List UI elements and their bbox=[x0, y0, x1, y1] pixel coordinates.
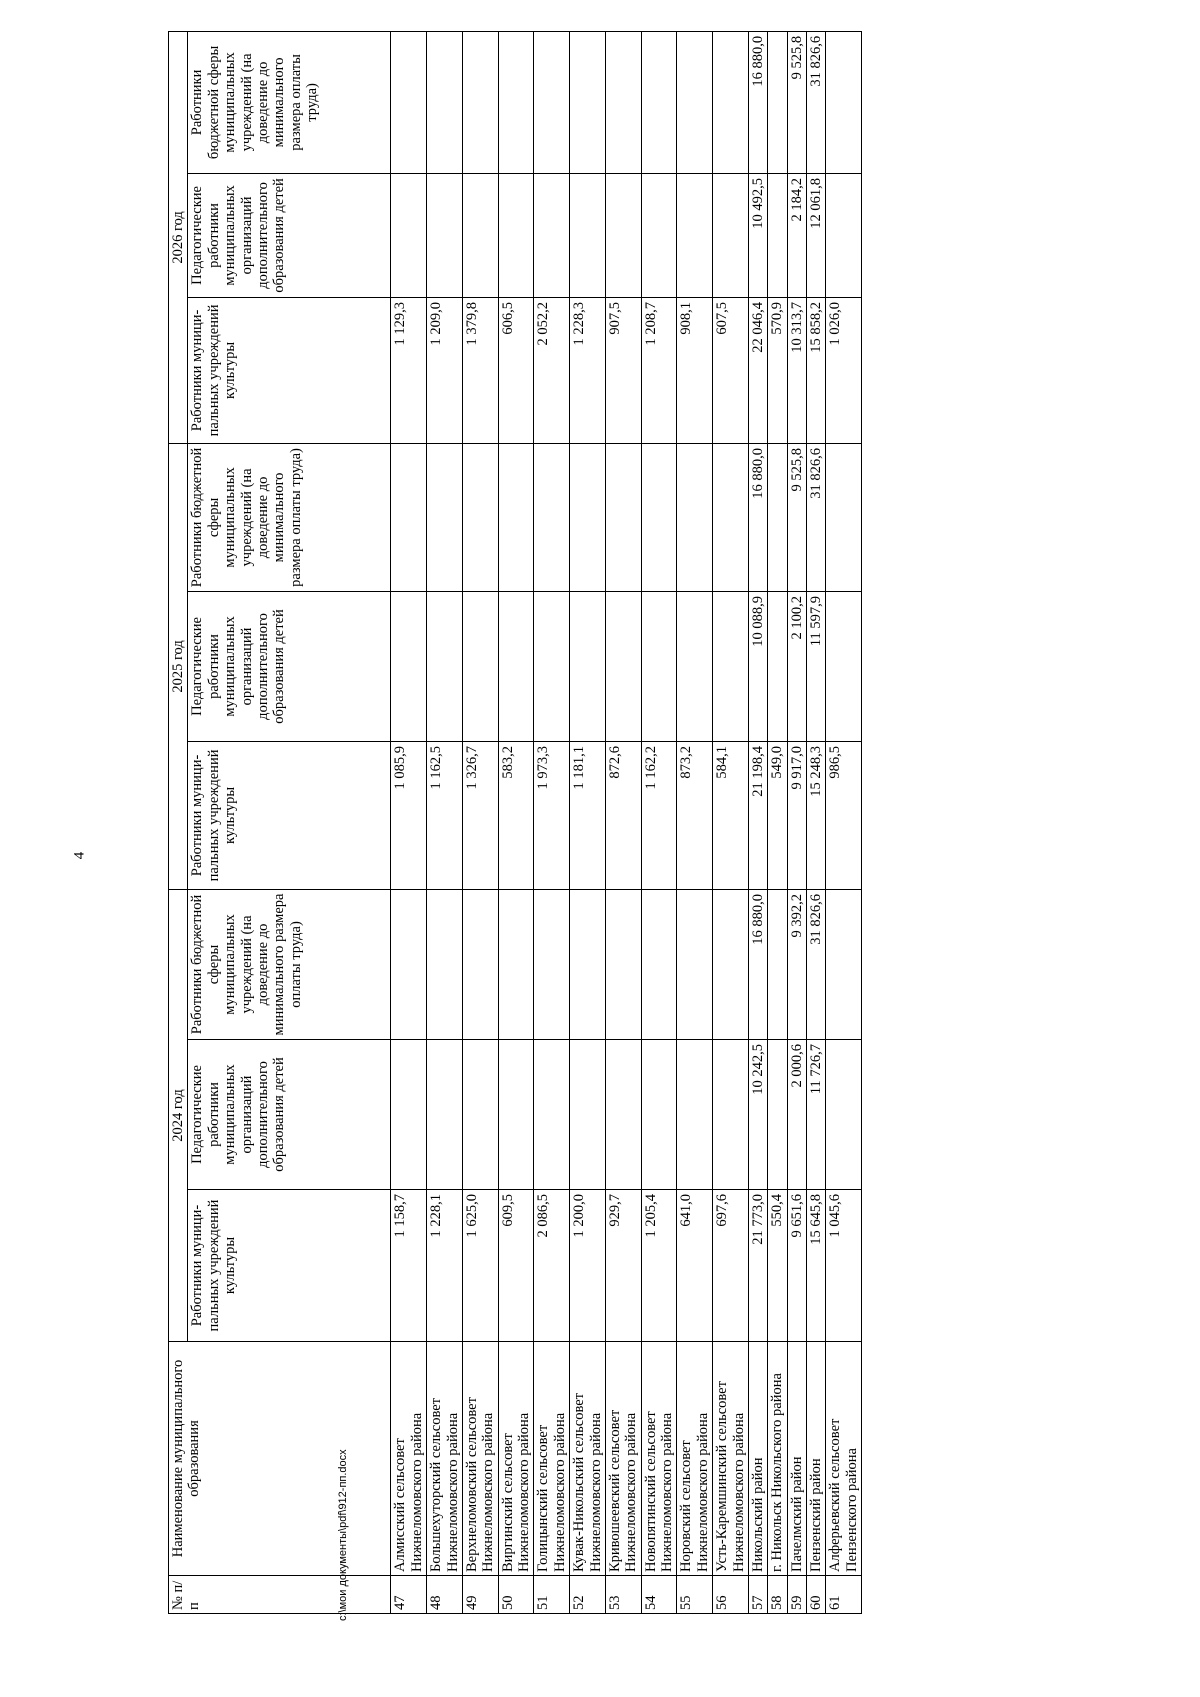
value-cell: 1 129,3 bbox=[391, 297, 427, 443]
row-number: 47 bbox=[391, 1576, 427, 1614]
row-number: 57 bbox=[748, 1576, 767, 1614]
value-cell: 697,6 bbox=[713, 1190, 749, 1342]
row-number: 48 bbox=[427, 1576, 463, 1614]
value-cell bbox=[677, 31, 713, 173]
value-cell bbox=[768, 591, 787, 741]
value-cell: 1 326,7 bbox=[462, 741, 498, 889]
table-row bbox=[768, 31, 787, 1613]
value-cell bbox=[498, 31, 534, 173]
page-number: 4 bbox=[71, 851, 88, 860]
value-cell bbox=[498, 173, 534, 297]
value-cell: 1 085,9 bbox=[391, 741, 427, 889]
row-number: 60 bbox=[807, 1576, 826, 1614]
value-cell: 31 826,6 bbox=[807, 889, 826, 1039]
value-cell: 1 181,1 bbox=[570, 741, 606, 889]
value-cell bbox=[768, 889, 787, 1039]
value-cell: 9 917,0 bbox=[787, 741, 806, 889]
table-row bbox=[826, 31, 862, 1613]
municipality-name: г. Никольск Никольского района bbox=[768, 1342, 787, 1576]
value-cell bbox=[713, 591, 749, 741]
value-cell: 22 046,4 bbox=[748, 297, 767, 443]
row-number: 58 bbox=[768, 1576, 787, 1614]
value-cell bbox=[641, 1040, 677, 1190]
header-sub-culture-2024: Работники муници-пальных учреждений культуры bbox=[188, 1190, 391, 1342]
header-sub-budget-2026: Работники бюджетной сферы муниципальных учреждений (на доведение до минимального размера оплаты труда) bbox=[188, 31, 391, 173]
value-cell bbox=[570, 1040, 606, 1190]
value-cell bbox=[605, 1040, 641, 1190]
table-row bbox=[498, 31, 534, 1613]
value-cell: 2 184,2 bbox=[787, 173, 806, 297]
value-cell: 2 100,2 bbox=[787, 591, 806, 741]
value-cell bbox=[677, 1040, 713, 1190]
value-cell bbox=[605, 173, 641, 297]
value-cell: 2 052,2 bbox=[534, 297, 570, 443]
value-cell: 1 973,3 bbox=[534, 741, 570, 889]
municipality-name: Пачелмский район bbox=[787, 1342, 806, 1576]
municipality-name: Пензенский район bbox=[807, 1342, 826, 1576]
value-cell bbox=[534, 443, 570, 591]
municipality-name: Виргинский сельсовет Нижнеломовского района bbox=[498, 1342, 534, 1576]
table-row bbox=[713, 31, 749, 1613]
municipality-name: Никольский район bbox=[748, 1342, 767, 1576]
value-cell bbox=[713, 443, 749, 591]
value-cell bbox=[768, 443, 787, 591]
value-cell bbox=[427, 443, 463, 591]
value-cell: 570,9 bbox=[768, 297, 787, 443]
table-row bbox=[391, 31, 427, 1613]
value-cell: 872,6 bbox=[605, 741, 641, 889]
value-cell: 11 597,9 bbox=[807, 591, 826, 741]
value-cell: 11 726,7 bbox=[807, 1040, 826, 1190]
value-cell: 2 086,5 bbox=[534, 1190, 570, 1342]
value-cell: 15 858,2 bbox=[807, 297, 826, 443]
value-cell: 1 379,8 bbox=[462, 297, 498, 443]
value-cell: 986,5 bbox=[826, 741, 862, 889]
header-name: Наименование муниципального образования bbox=[169, 1342, 391, 1576]
value-cell bbox=[427, 1040, 463, 1190]
value-cell: 1 625,0 bbox=[462, 1190, 498, 1342]
value-cell bbox=[826, 31, 862, 173]
value-cell bbox=[826, 443, 862, 591]
value-cell bbox=[605, 591, 641, 741]
value-cell: 16 880,0 bbox=[748, 889, 767, 1039]
rotated-table-frame bbox=[168, 32, 1070, 1614]
value-cell: 9 651,6 bbox=[787, 1190, 806, 1342]
value-cell: 16 880,0 bbox=[748, 443, 767, 591]
value-cell: 10 242,5 bbox=[748, 1040, 767, 1190]
value-cell bbox=[391, 173, 427, 297]
value-cell bbox=[826, 889, 862, 1039]
municipality-name: Алферьевский сельсовет Пензенского района bbox=[826, 1342, 862, 1576]
value-cell bbox=[605, 443, 641, 591]
table-row bbox=[570, 31, 606, 1613]
value-cell bbox=[427, 889, 463, 1039]
table-container bbox=[168, 32, 1070, 1614]
value-cell bbox=[498, 1040, 534, 1190]
value-cell bbox=[768, 31, 787, 173]
value-cell bbox=[826, 591, 862, 741]
row-number: 52 bbox=[570, 1576, 606, 1614]
value-cell bbox=[462, 591, 498, 741]
value-cell: 549,0 bbox=[768, 741, 787, 889]
value-cell bbox=[713, 173, 749, 297]
value-cell: 1 026,0 bbox=[826, 297, 862, 443]
value-cell bbox=[713, 1040, 749, 1190]
row-number: 54 bbox=[641, 1576, 677, 1614]
value-cell bbox=[534, 591, 570, 741]
municipality-name: Алмисский сельсовет Нижнеломовского района bbox=[391, 1342, 427, 1576]
header-sub-education-2026: Педагогические работники муниципальных организаций дополнительного образования детей bbox=[188, 173, 391, 297]
header-sub-education-2025: Педагогические работники муниципальных организаций дополнительного образования детей bbox=[188, 591, 391, 741]
value-cell bbox=[498, 443, 534, 591]
value-cell: 1 208,7 bbox=[641, 297, 677, 443]
value-cell bbox=[768, 1040, 787, 1190]
value-cell: 12 061,8 bbox=[807, 173, 826, 297]
value-cell: 1 228,3 bbox=[570, 297, 606, 443]
table-row bbox=[427, 31, 463, 1613]
value-cell: 907,5 bbox=[605, 297, 641, 443]
value-cell: 908,1 bbox=[677, 297, 713, 443]
row-number: 50 bbox=[498, 1576, 534, 1614]
value-cell bbox=[534, 1040, 570, 1190]
value-cell: 1 200,0 bbox=[570, 1190, 606, 1342]
value-cell bbox=[534, 889, 570, 1039]
value-cell bbox=[462, 443, 498, 591]
header-year-2024: 2024 год bbox=[169, 889, 188, 1341]
value-cell: 609,5 bbox=[498, 1190, 534, 1342]
budget-table bbox=[168, 31, 862, 1614]
municipality-name: Усть-Каремшинский сельсовет Нижнеломовского района bbox=[713, 1342, 749, 1576]
value-cell: 1 228,1 bbox=[427, 1190, 463, 1342]
municipality-name: Новопятинский сельсовет Нижнеломовского района bbox=[641, 1342, 677, 1576]
row-number: 56 bbox=[713, 1576, 749, 1614]
row-number: 49 bbox=[462, 1576, 498, 1614]
municipality-name: Кувак-Никольский сельсовет Нижнеломовского района bbox=[570, 1342, 606, 1576]
table-body bbox=[391, 31, 862, 1613]
value-cell bbox=[498, 591, 534, 741]
value-cell bbox=[391, 443, 427, 591]
value-cell bbox=[570, 173, 606, 297]
value-cell bbox=[570, 889, 606, 1039]
table-row bbox=[534, 31, 570, 1613]
municipality-name: Верхнеломовский сельсовет Нижнеломовского района bbox=[462, 1342, 498, 1576]
value-cell bbox=[641, 889, 677, 1039]
value-cell: 10 492,5 bbox=[748, 173, 767, 297]
table-row bbox=[462, 31, 498, 1613]
value-cell: 9 392,2 bbox=[787, 889, 806, 1039]
value-cell bbox=[605, 889, 641, 1039]
value-cell bbox=[677, 443, 713, 591]
value-cell: 1 045,6 bbox=[826, 1190, 862, 1342]
municipality-name: Голицынский сельсовет Нижнеломовского района bbox=[534, 1342, 570, 1576]
value-cell: 21 773,0 bbox=[748, 1190, 767, 1342]
value-cell bbox=[641, 591, 677, 741]
value-cell bbox=[534, 173, 570, 297]
value-cell bbox=[570, 443, 606, 591]
value-cell bbox=[605, 31, 641, 173]
table-row bbox=[605, 31, 641, 1613]
value-cell: 31 826,6 bbox=[807, 443, 826, 591]
header-sub-culture-2025: Работники муници-пальных учреждений культуры bbox=[188, 741, 391, 889]
municipality-name: Кривошеевский сельсовет Нижнеломовского района bbox=[605, 1342, 641, 1576]
value-cell: 873,2 bbox=[677, 741, 713, 889]
table-row bbox=[641, 31, 677, 1613]
value-cell bbox=[462, 889, 498, 1039]
value-cell bbox=[677, 889, 713, 1039]
value-cell: 1 209,0 bbox=[427, 297, 463, 443]
table-row bbox=[787, 31, 806, 1613]
value-cell bbox=[641, 443, 677, 591]
value-cell bbox=[427, 31, 463, 173]
value-cell: 15 645,8 bbox=[807, 1190, 826, 1342]
value-cell: 584,1 bbox=[713, 741, 749, 889]
value-cell: 16 880,0 bbox=[748, 31, 767, 173]
value-cell bbox=[391, 889, 427, 1039]
value-cell bbox=[768, 173, 787, 297]
value-cell bbox=[462, 173, 498, 297]
value-cell: 15 248,3 bbox=[807, 741, 826, 889]
value-cell: 10 088,9 bbox=[748, 591, 767, 741]
value-cell bbox=[391, 591, 427, 741]
value-cell bbox=[641, 173, 677, 297]
value-cell: 9 525,8 bbox=[787, 443, 806, 591]
row-number: 55 bbox=[677, 1576, 713, 1614]
value-cell bbox=[462, 1040, 498, 1190]
municipality-name: Большехуторский сельсовет Нижнеломовского района bbox=[427, 1342, 463, 1576]
table-row bbox=[748, 31, 767, 1613]
value-cell bbox=[713, 31, 749, 173]
row-number: 59 bbox=[787, 1576, 806, 1614]
value-cell bbox=[391, 31, 427, 173]
value-cell bbox=[641, 31, 677, 173]
header-num: № п/п bbox=[169, 1576, 391, 1614]
value-cell: 1 158,7 bbox=[391, 1190, 427, 1342]
value-cell bbox=[391, 1040, 427, 1190]
value-cell: 21 198,4 bbox=[748, 741, 767, 889]
value-cell: 10 313,7 bbox=[787, 297, 806, 443]
value-cell: 1 162,5 bbox=[427, 741, 463, 889]
value-cell: 2 000,6 bbox=[787, 1040, 806, 1190]
value-cell: 1 162,2 bbox=[641, 741, 677, 889]
header-sub-budget-2024: Работники бюджетной сферы муниципальных учреждений (на доведение до минимального размера оплаты труда) bbox=[188, 889, 391, 1039]
value-cell bbox=[826, 173, 862, 297]
value-cell: 31 826,6 bbox=[807, 31, 826, 173]
header-sub-education-2024: Педагогические работники муниципальных организаций дополнительного образования детей bbox=[188, 1040, 391, 1190]
value-cell: 641,0 bbox=[677, 1190, 713, 1342]
value-cell bbox=[677, 173, 713, 297]
value-cell bbox=[462, 31, 498, 173]
row-number: 53 bbox=[605, 1576, 641, 1614]
value-cell bbox=[570, 31, 606, 173]
header-year-2026: 2026 год bbox=[169, 31, 188, 443]
value-cell: 9 525,8 bbox=[787, 31, 806, 173]
row-number: 61 bbox=[826, 1576, 862, 1614]
table-row bbox=[677, 31, 713, 1613]
municipality-name: Норовский сельсовет Нижнеломовского района bbox=[677, 1342, 713, 1576]
value-cell bbox=[427, 173, 463, 297]
value-cell bbox=[570, 591, 606, 741]
header-year-2025: 2025 год bbox=[169, 443, 188, 889]
footer-filename: c:\мои документы\pdf\912-пп.docx bbox=[337, 1449, 349, 1621]
value-cell bbox=[826, 1040, 862, 1190]
value-cell: 929,7 bbox=[605, 1190, 641, 1342]
value-cell bbox=[713, 889, 749, 1039]
value-cell bbox=[677, 591, 713, 741]
value-cell bbox=[427, 591, 463, 741]
value-cell bbox=[498, 889, 534, 1039]
value-cell: 607,5 bbox=[713, 297, 749, 443]
header-sub-culture-2026: Работники муници-пальных учреждений культуры bbox=[188, 297, 391, 443]
table-row bbox=[807, 31, 826, 1613]
value-cell: 550,4 bbox=[768, 1190, 787, 1342]
value-cell: 1 205,4 bbox=[641, 1190, 677, 1342]
value-cell bbox=[534, 31, 570, 173]
value-cell: 583,2 bbox=[498, 741, 534, 889]
value-cell: 606,5 bbox=[498, 297, 534, 443]
header-sub-budget-2025: Работники бюджетной сферы муниципальных учреждений (на доведение до минимального размера оплаты труда) bbox=[188, 443, 391, 591]
row-number: 51 bbox=[534, 1576, 570, 1614]
